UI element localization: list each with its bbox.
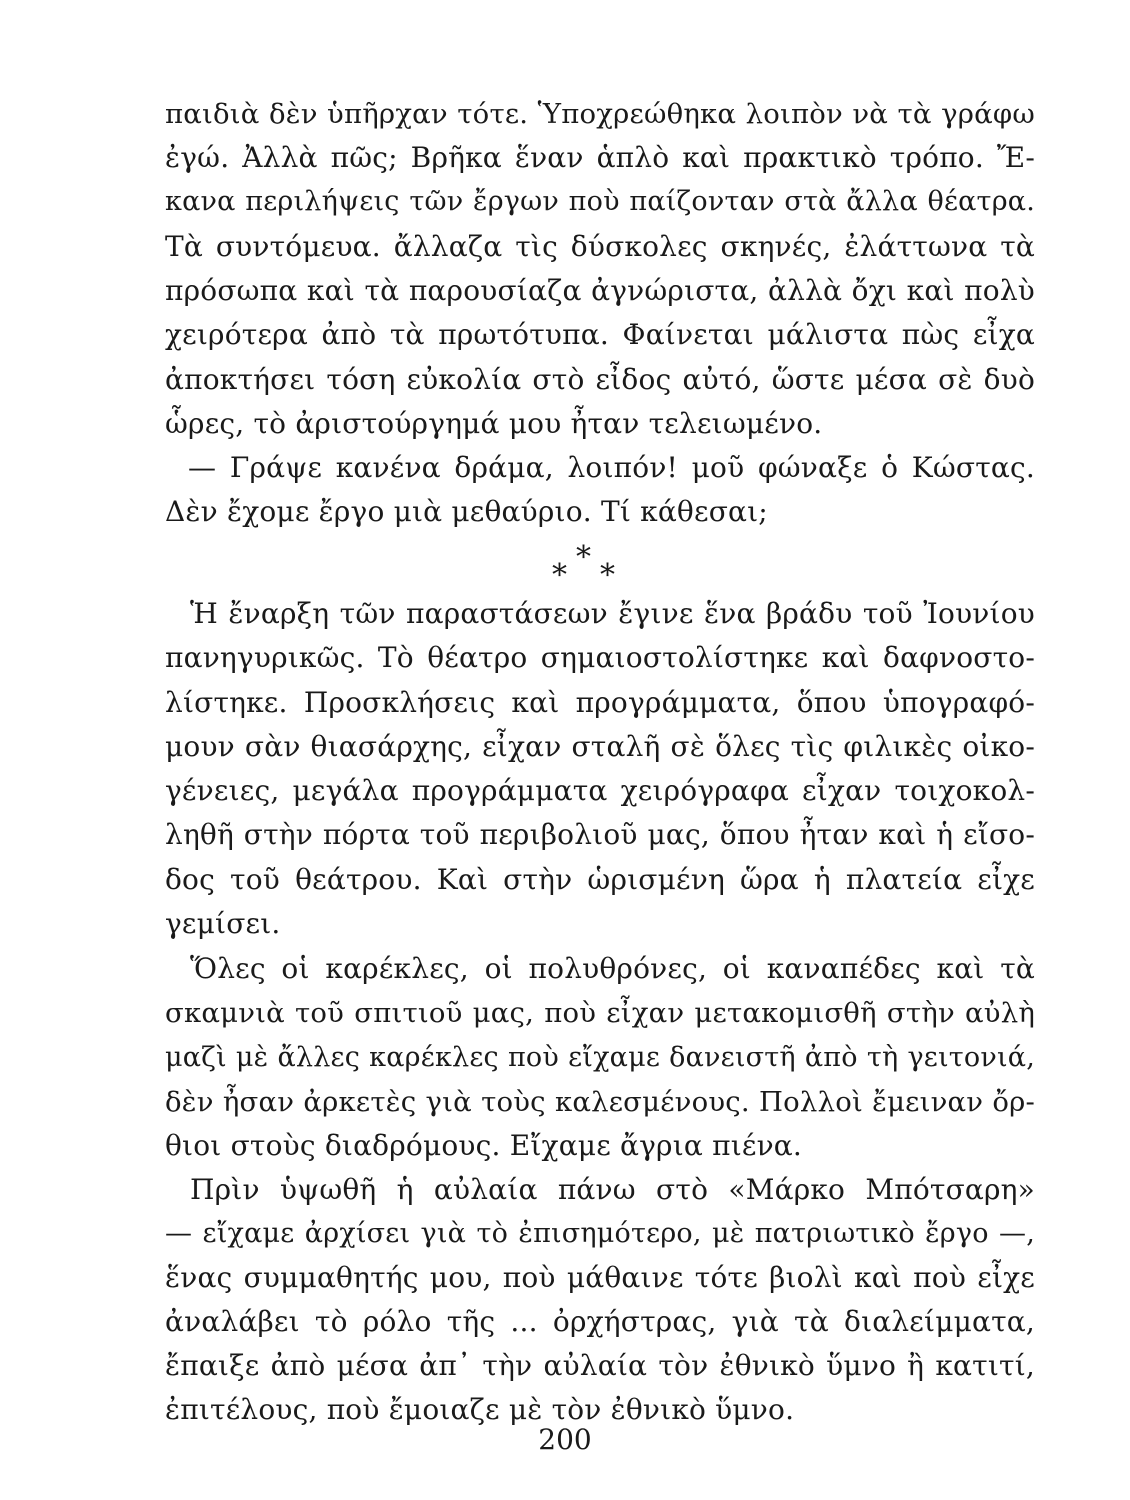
text-line: ἀναλάβει τὸ ρόλο τῆς ... ὀρχήστρας, γιὰ τὰ διαλείμματα,: [165, 1305, 1035, 1338]
text-line: ἐπιτέλους, ποὺ ἔμοιαζε μὲ τὸν ἐθνικὸ ὕμνο.: [165, 1393, 795, 1426]
text-line: σκαμνιὰ τοῦ σπιτιοῦ μας, ποὺ εἶχαν μετακομισθῆ στὴν αὐλὴ: [165, 997, 1035, 1029]
text-line: ἀποκτήσει τόση εὐκολία στὸ εἶδος αὐτό, ὥστε μέσα σὲ δυὸ: [165, 363, 1035, 396]
text-line: ἐγώ. Ἀλλὰ πῶς; Βρῆκα ἕναν ἁπλὸ καὶ πρακτικὸ τρόπο. Ἔ-: [165, 141, 1035, 174]
text-line: — εἴχαμε ἀρχίσει γιὰ τὸ ἐπισημότερο, μὲ πατριωτικὸ ἔργο —,: [165, 1218, 1035, 1249]
text-line: Ἡ ἔναρξη τῶν παραστάσεων ἔγινε ἕνα βράδυ τοῦ Ἰουνίου: [190, 597, 1035, 630]
text-line: γεμίσει.: [165, 907, 281, 940]
asterism-star: *: [576, 540, 591, 575]
text-line: θιοι στοὺς διαδρόμους. Εἴχαμε ἄγρια πιένα.: [165, 1129, 803, 1162]
text-line: Τὰ συντόμευα. ἄλλαζα τὶς δύσκολες σκηνές, ἐλάττωνα τὰ: [165, 230, 1035, 263]
text-line: δος τοῦ θεάτρου. Καὶ στὴν ὡρισμένη ὥρα ἡ πλατεία εἶχε: [165, 863, 1035, 896]
text-line: χειρότερα ἀπὸ τὰ πρωτότυπα. Φαίνεται μάλιστα πὼς εἶχα: [165, 318, 1035, 351]
text-line: Πρὶν ὑψωθῆ ἡ αὐλαία πάνω στὸ «Μάρκο Μπότσαρη»: [190, 1173, 1035, 1206]
text-line: Ὅλες οἱ καρέκλες, οἱ πολυθρόνες, οἱ καναπέδες καὶ τὰ: [190, 952, 1035, 985]
text-line: λίστηκε. Προσκλήσεις καὶ προγράμματα, ὅπου ὑπογραφό-: [165, 686, 1035, 719]
text-line: δὲν ἦσαν ἀρκετὲς γιὰ τοὺς καλεσμένους. Πολλοὶ ἔμειναν ὄρ-: [165, 1086, 1035, 1118]
asterism-star: *: [552, 558, 567, 593]
text-line: πανηγυρικῶς. Τὸ θέατρο σημαιοστολίστηκε καὶ δαφνοστο-: [165, 641, 1035, 674]
text-line: μαζὶ μὲ ἄλλες καρέκλες ποὺ εἴχαμε δανειστῆ ἀπὸ τὴ γειτονιά,: [165, 1042, 1035, 1073]
text-line: Δὲν ἔχομε ἔργο μιὰ μεθαύριο. Τί κάθεσαι;: [165, 495, 768, 528]
text-line: μουν σὰν θιασάρχης, εἶχαν σταλῆ σὲ ὅλες τὶς φιλικὲς οἰκο-: [165, 730, 1035, 763]
asterism-star: *: [600, 558, 615, 593]
section-break-asterism: [540, 540, 630, 600]
text-line: ἕνας συμμαθητής μου, ποὺ μάθαινε τότε βιολὶ καὶ ποὺ εἶχε: [165, 1261, 1035, 1294]
text-line: ὧρες, τὸ ἀριστούργημά μου ἦταν τελειωμένο.: [165, 407, 823, 440]
text-line: γένειες, μεγάλα προγράμματα χειρόγραφα εἶχαν τοιχοκολ-: [165, 774, 1035, 807]
text-line: κανα περιλήψεις τῶν ἔργων ποὺ παίζονταν στὰ ἄλλα θέατρα.: [165, 186, 1035, 217]
text-line: πρόσωπα καὶ τὰ παρουσίαζα ἀγνώριστα, ἀλλὰ ὄχι καὶ πολὺ: [165, 274, 1035, 307]
text-line: ληθῆ στὴν πόρτα τοῦ περιβολιοῦ μας, ὅπου ἦταν καὶ ἡ εἴσο-: [165, 818, 1035, 851]
page-number: 200: [538, 1423, 592, 1456]
text-line: παιδιὰ δὲν ὑπῆρχαν τότε. Ὑποχρεώθηκα λοιπὸν νὰ τὰ γράφω: [165, 98, 1035, 130]
text-line: ἔπαιξε ἀπὸ μέσα ἀπ᾽ τὴν αὐλαία τὸν ἐθνικὸ ὕμνο ἢ κατιτί,: [165, 1349, 1035, 1382]
dialogue-line: — Γράψε κανένα δράμα, λοιπόν! μοῦ φώναξε ὁ Κώστας.: [188, 451, 1035, 484]
